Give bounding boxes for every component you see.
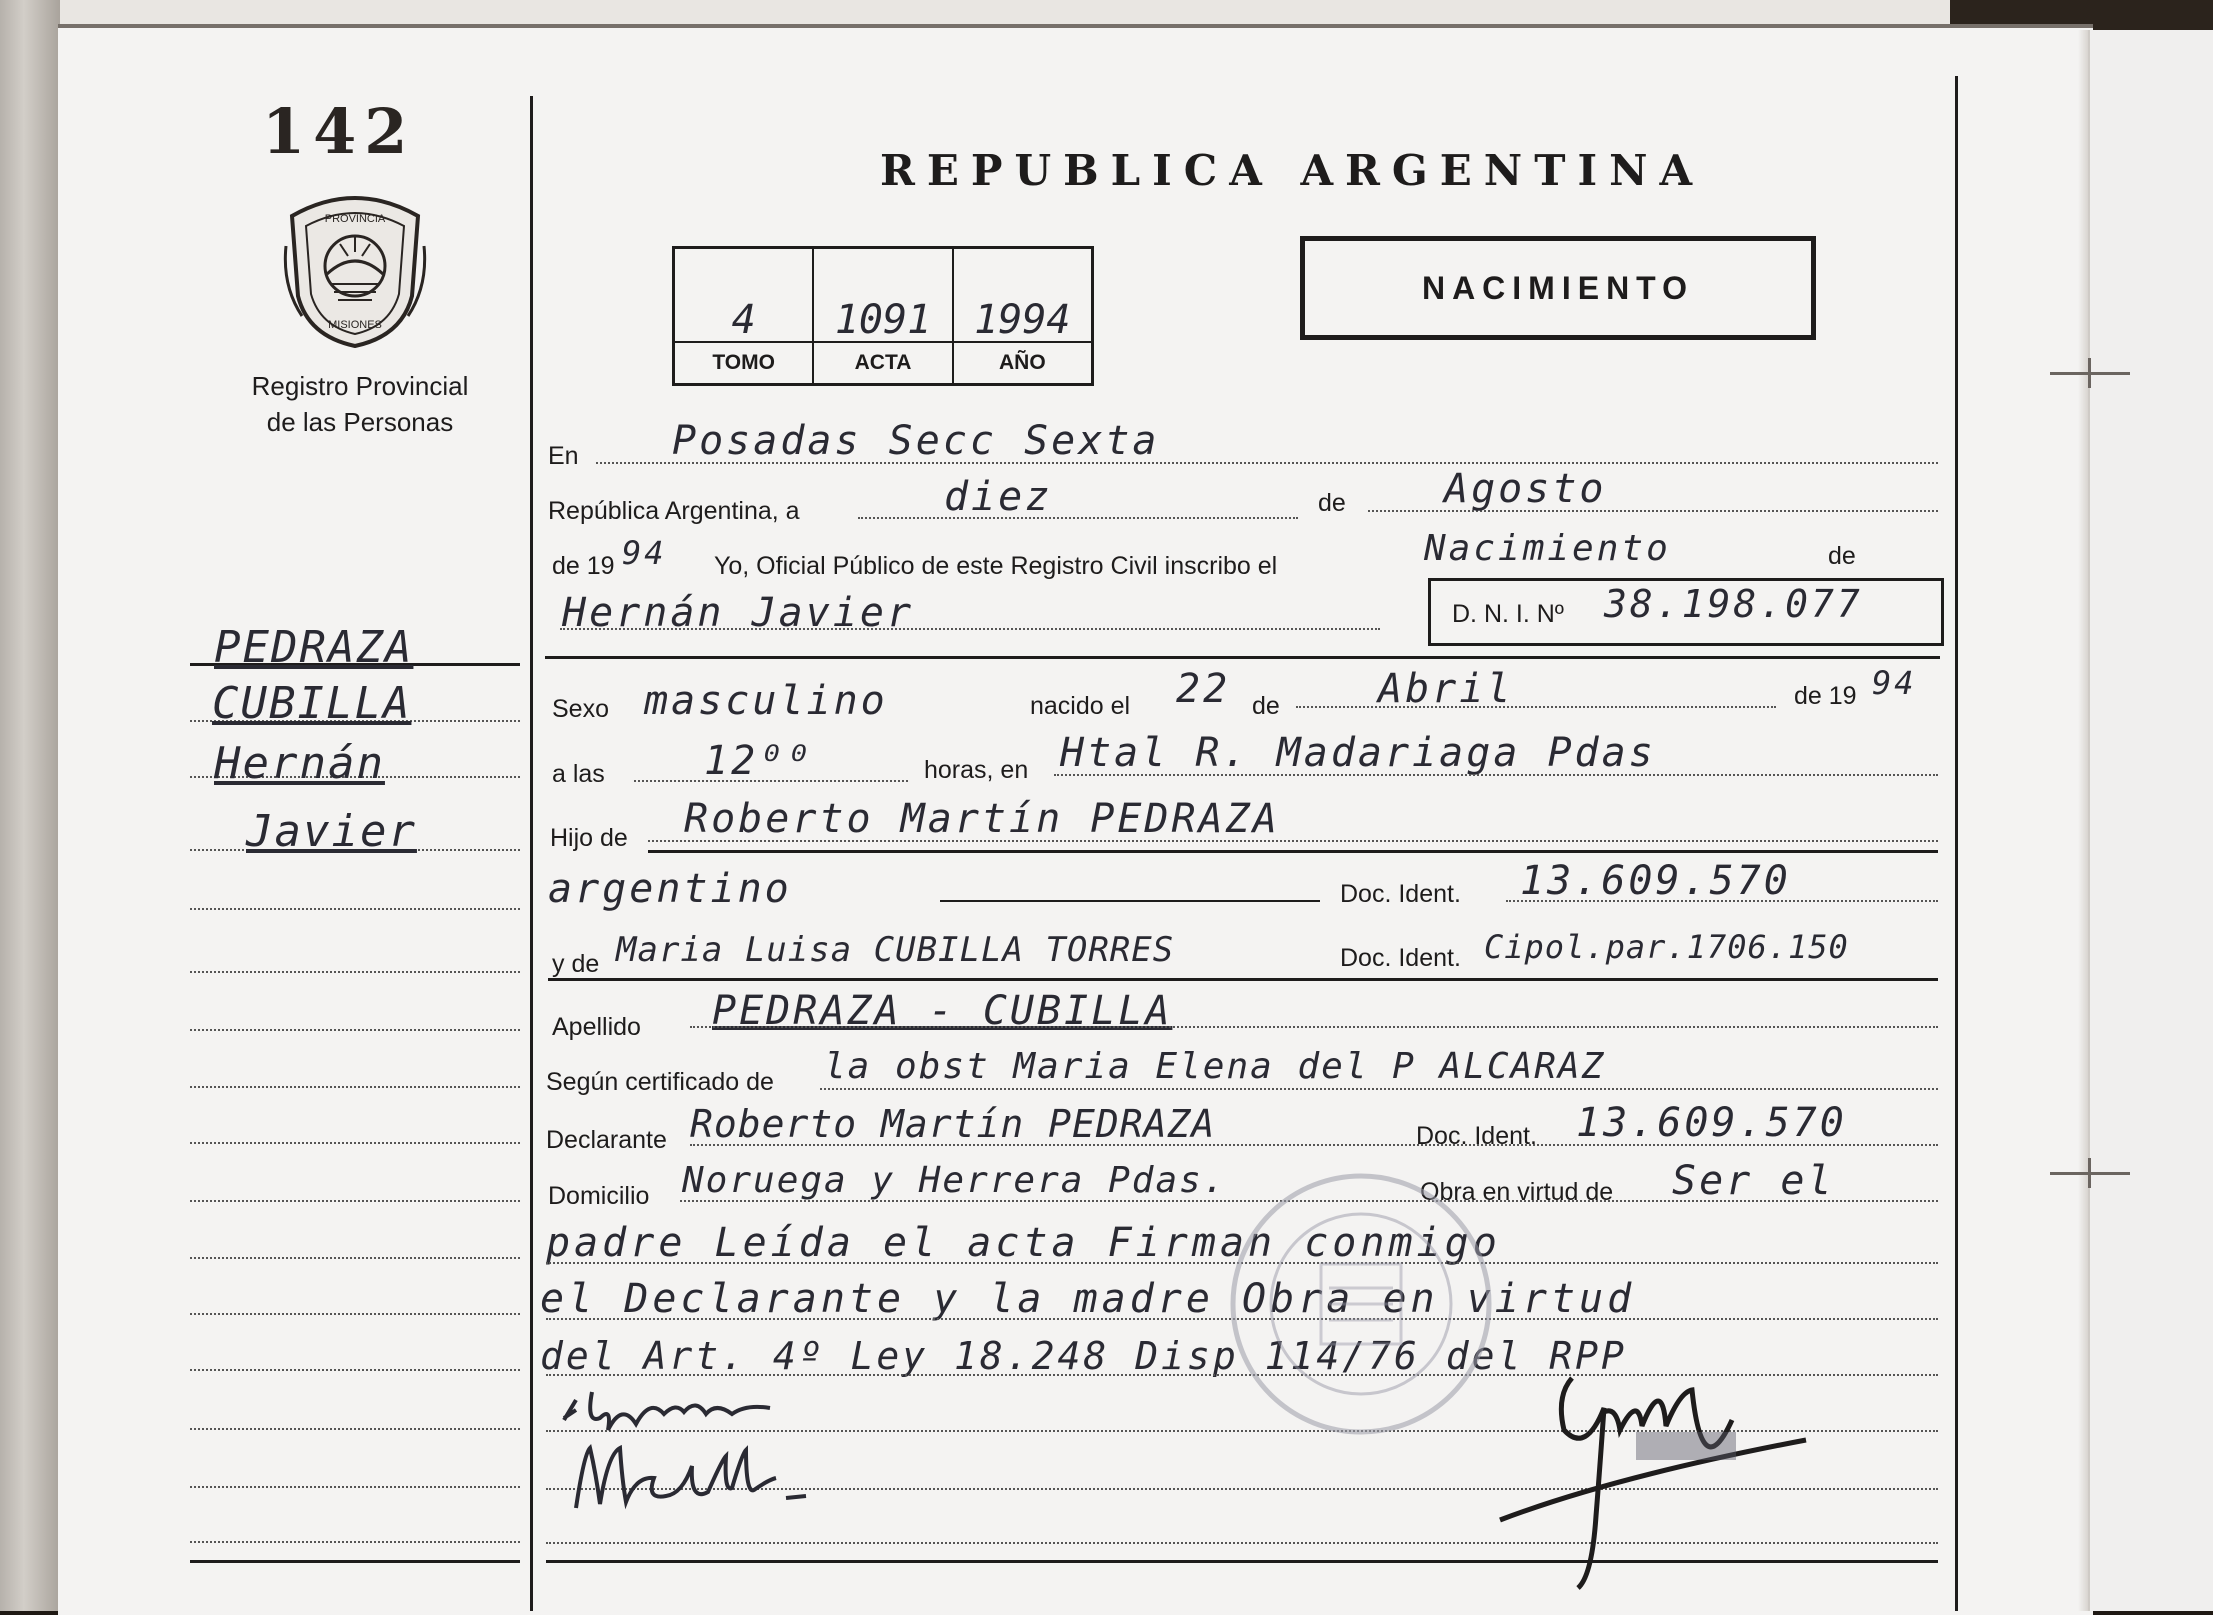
section-rule (548, 978, 1938, 981)
father-line (648, 840, 1938, 842)
surname-value: PEDRAZA - CUBILLA (712, 988, 1173, 1034)
sexo-value: masculino (644, 678, 888, 724)
tomo-cell (675, 249, 814, 383)
surname-line (690, 1026, 1938, 1028)
birth-month-line (1296, 706, 1776, 708)
birth-month-value: Abril (1378, 666, 1514, 712)
father-value: Roberto Martín PEDRAZA (684, 796, 1280, 842)
margin-dotted-line (190, 1369, 520, 1371)
dni-label: D. N. I. Nº (1452, 600, 1564, 628)
hour-value: 12⁰⁰ (704, 738, 813, 784)
acta-value: 1091 (834, 297, 932, 343)
margin-dotted-line (190, 1029, 520, 1031)
right-border (1955, 76, 1958, 1611)
child-name-value: Hernán Javier (562, 590, 915, 636)
margin-surname-2: CUBILLA (212, 678, 412, 729)
day-value: diez (944, 474, 1053, 520)
nationality-rule (940, 900, 1320, 902)
father-doc-line (1506, 900, 1938, 902)
office-line-1: Registro Provincial (251, 371, 469, 401)
birth-place-value: Htal R. Madariaga Pdas (1060, 730, 1656, 776)
margin-dotted-line (190, 971, 520, 973)
official-stamp-icon (1225, 1168, 1497, 1440)
section-rule (545, 656, 1940, 659)
obra-label: Obra en virtud de (1420, 1178, 1614, 1206)
birth-day-value: 22 (1176, 666, 1231, 712)
father-doc-label: Doc. Ident. (1340, 880, 1461, 908)
margin-dotted-line (190, 1313, 520, 1315)
margin-rule (190, 1560, 520, 1563)
margin-dotted-line (190, 1142, 520, 1144)
binding-stitch (2088, 1158, 2091, 1188)
place-value: Posadas Secc Sexta (672, 418, 1160, 464)
mother-doc-label: Doc. Ident. (1340, 944, 1461, 972)
binding-stitch (2088, 358, 2091, 388)
obra-value: Ser el (1672, 1158, 1835, 1204)
declarante-label: Declarante (546, 1126, 667, 1154)
dni-value: 38.198.077 (1604, 582, 1863, 626)
margin-dotted-line (190, 1428, 520, 1430)
tomo-value: 4 (731, 297, 756, 343)
birth-de-label: de (1252, 692, 1280, 720)
nacido-label: nacido el (1030, 692, 1131, 720)
father-rule (648, 850, 1938, 853)
act-de-label: de (1828, 542, 1856, 570)
notes-line-1: padre Leída el acta Firman conmigo (546, 1220, 1501, 1266)
father-doc-value: 13.609.570 (1520, 858, 1791, 904)
birth-year-value: 94 (1872, 664, 1917, 702)
en-label: En (548, 442, 579, 470)
year-label: de 19 (552, 552, 615, 580)
tomo-label: TOMO (675, 341, 812, 383)
notes-line-2: el Declarante y la madre Obra en virtud (540, 1276, 1636, 1322)
margin-dotted-line (190, 1086, 520, 1088)
acta-label: ACTA (814, 341, 951, 383)
seal-top-text: PROVINCIA (324, 213, 386, 225)
hijo-label: Hijo de (550, 824, 628, 852)
margin-surname-1: PEDRAZA (214, 622, 414, 673)
mother-doc-value: Cipol.par.1706.150 (1484, 928, 1849, 966)
record-type-box: NACIMIENTO (1300, 236, 1816, 340)
certificate-label: Según certificado de (546, 1068, 774, 1096)
officer-signature-icon (1496, 1366, 1826, 1596)
declarant-doc-label: Doc. Ident. (1416, 1122, 1537, 1150)
sexo-label: Sexo (552, 695, 609, 723)
margin-dotted-line (190, 1486, 520, 1488)
father-nationality-value: argentino (548, 866, 792, 912)
margin-dotted-line (190, 1200, 520, 1202)
republica-label: República Argentina, a (548, 497, 800, 525)
ano-label: AÑO (954, 341, 1091, 383)
book-spine (0, 0, 60, 1611)
domicilio-label: Domicilio (548, 1182, 650, 1210)
acta-cell (814, 249, 953, 383)
month-de-label: de (1318, 489, 1346, 517)
month-value: Agosto (1444, 466, 1607, 512)
provincial-seal-icon (282, 186, 428, 348)
act-type-value: Nacimiento (1424, 528, 1671, 569)
registration-box (672, 246, 1094, 386)
year-value: 94 (622, 534, 667, 572)
margin-dotted-line (190, 908, 520, 910)
notes-line-3: del Art. 4º Ley 18.248 Disp 114/76 del RPP (540, 1334, 1627, 1378)
day-line (858, 517, 1298, 519)
column-divider (530, 96, 533, 1611)
folio-number: 142 (262, 95, 416, 168)
declarant-line (690, 1144, 1938, 1146)
page-fold (2078, 30, 2088, 1611)
seal-bottom-text: MISIONES (328, 319, 382, 331)
office-line-2: de las Personas (266, 407, 454, 437)
margin-dotted-line (190, 1257, 520, 1259)
birth-year-label: de 19 (1794, 682, 1857, 710)
certificate-line (820, 1088, 1938, 1090)
country-heading: REPUBLICA ARGENTINA (880, 146, 1705, 195)
apellido-label: Apellido (552, 1013, 641, 1041)
official-signature-icon (556, 1384, 846, 1534)
child-name-line (560, 628, 1380, 630)
registry-office (220, 368, 500, 440)
birth-place-line (1054, 774, 1938, 776)
declarant-doc-value: 13.609.570 (1576, 1100, 1847, 1146)
mother-value: Maria Luisa CUBILLA TORRES (616, 930, 1175, 970)
declaration-label: Yo, Oficial Público de este Registro Civil inscribo el (714, 552, 1278, 580)
alas-label: a las (552, 760, 605, 788)
margin-given-name-1: Hernán (214, 738, 385, 789)
margin-dotted-line (190, 1541, 520, 1543)
certificate-value: la obst Maria Elena del P ALCARAZ (824, 1046, 1606, 1087)
margin-given-name-2: Javier (246, 806, 417, 857)
address-value: Noruega y Herrera Pdas. (682, 1160, 1227, 1201)
declarant-value: Roberto Martín PEDRAZA (690, 1102, 1216, 1146)
horas-label: horas, en (924, 756, 1029, 784)
yde-label: y de (552, 950, 600, 978)
next-page-edge (2088, 30, 2213, 1611)
ano-value: 1994 (974, 297, 1071, 343)
ano-cell (954, 249, 1091, 383)
